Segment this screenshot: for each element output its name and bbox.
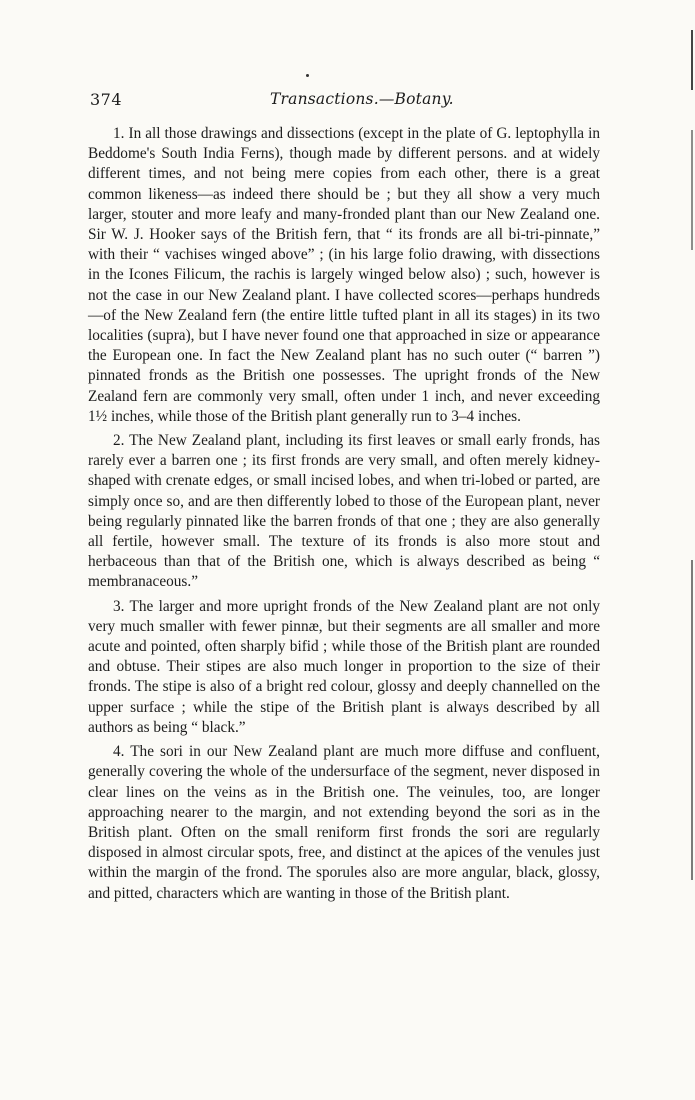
paragraph-1: 1. In all those drawings and dissections (except in the plate of G. leptophylla in Beddome's South India Ferns), though made by different persons. and at widely different times, and not being mere copies from each other, there is a great common likeness—as indeed there should be ; but they all show a very much larger, stouter and more leafy and many-fronded plant than our New Zealand one. Sir W. J. Hooker says of the British fern, that “ its fronds are all bi-tri-pinnate,” with their “ vachises winged above” ; (in his large folio drawing, with dissections in the Icones Filicum, the rachis is largely winged below also) ; such, however is not the case in our New Zealand plant. I have collected scores—perhaps hundreds—of the New Zealand fern (the entire little tufted plant in all its stages) in its two localities (supra), but I have never found one that approached in size or appearance the European one. In fact the New Zealand plant has no such outer (“ barren ”) pinnated fronds as the British one possesses. The upright fronds of the New Zealand fern are commonly very small, often under 1 inch, and never exceeding 1½ inches, while those of the British plant generally run to 3–4 inches.	[88, 125, 600, 425]
binding-edge-mark	[691, 560, 693, 880]
paragraph-2: 2. The New Zealand plant, including its first leaves or small early fronds, has rarely ever a barren one ; its first fronds are very small, and often merely kidney-shaped with crenate edges, or small incised lobes, and when tri-lobed or parted, are simply once so, and are then differently lobed to those of the European plant, never being regularly pinnated like the barren fronds of that one ; they are also generally all fertile, however small. The texture of its fronds is also more stout and herbaceous than that of the British one, which is always described as being “ membranaceous.”	[88, 432, 600, 591]
page-number: 374	[90, 90, 123, 109]
binding-edge-mark	[691, 130, 693, 250]
running-head: Transactions.—Botany.	[270, 90, 454, 108]
print-speck	[306, 74, 309, 77]
binding-edge-mark	[691, 30, 693, 90]
body-text	[88, 124, 600, 904]
paragraph-3: 3. The larger and more upright fronds of the New Zealand plant are not only very much smaller with fewer pinnæ, but their segments are all smaller and more acute and pointed, often sharply bifid ; while those of the British plant are rounded and obtuse. Their stipes are also much longer in proportion to the size of their fronds. The stipe is also of a bright red colour, glossy and deeply channelled on the upper surface ; while the stipe of the British plant is always described by all authors as being “ black.”	[88, 597, 600, 736]
page-header	[90, 90, 600, 112]
paragraph-4: 4. The sori in our New Zealand plant are much more diffuse and confluent, generally covering the whole of the undersurface of the segment, never disposed in clear lines on the veins as in the British one. The veinules, too, are longer approaching nearer to the margin, and not extending beyond the sori as in the British plant. Often on the small reniform first fronds the sori are regularly disposed in almost circular spots, free, and distinct at the apices of the venules just within the margin of the frond. The sporules also are more angular, black, glossy, and pitted, characters which are wanting in those of the British plant.	[88, 743, 600, 902]
